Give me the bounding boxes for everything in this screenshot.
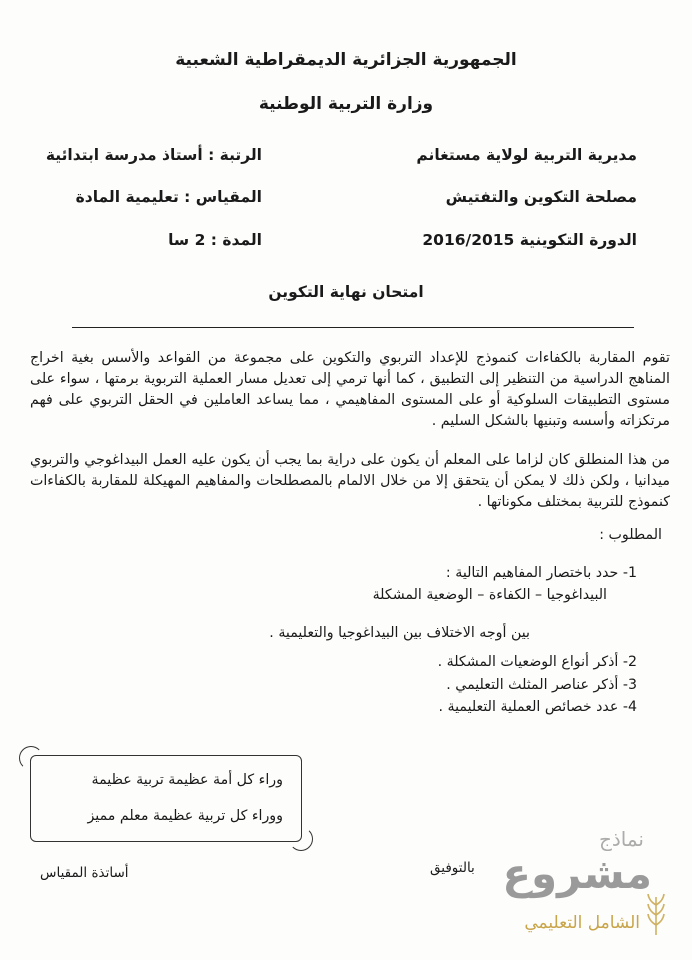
intro-paragraph-1: تقوم المقاربة بالكفاءات كنموذج للإعداد التربوي والتكوين على مجموعة من القواعد والأسس بغية اخراج المناهج الدراسية من التنظير إلى التطبيق ، كما أنها ترمي إلى تعديل مسار العملية التربوية برمتها ، سواء على مستوى التطبيقات السلوكية أو على المستوى المفاهيمي ، مما يساعد العاملين في الحقل التربوي على فهم مرتكزاته وأسسه وتبنيها بالشكل السليم . (30, 350, 670, 429)
question-2: 2- أذكر أنواع الوضعيات المشكلة . (437, 654, 637, 670)
required-label: المطلوب : (599, 527, 662, 543)
service-label: مصلحة التكوين والتفتيش (445, 188, 637, 206)
divider-line (72, 327, 634, 328)
question-1: 1- حدد باختصار المفاهيم التالية : (445, 565, 637, 581)
exam-title: امتحان نهاية التكوين (268, 283, 424, 301)
republic-heading: الجمهورية الجزائرية الديمقراطية الشعبية (175, 50, 517, 70)
question-4: 4- عدد خصائص العملية التعليمية . (438, 699, 637, 715)
duration-label: المدة : 2 سا (168, 231, 262, 249)
scroll-curl-top (19, 746, 43, 770)
intro-paragraph-2: من هذا المنطلق كان لزاما على المعلم أن يكون على دراية بما يجب أن يكون عليه العمل البيداغوجي والتربوي ميدانيا ، ولكن ذلك لا يمكن أن يتحقق إلا من خلال الالمام بالمصطلحات والمفاهيم المهيكلة للمقاربة بالكفاءات كنموذج للتربية بمختلف مكوناتها . (30, 452, 670, 510)
good-luck-text: بالتوفيق (430, 860, 475, 876)
module-label: المقياس : تعليمية المادة (75, 188, 262, 206)
watermark-main: مشروع (502, 849, 652, 898)
watermark-top: نماذج (598, 827, 644, 851)
question-1-b: بين أوجه الاختلاف بين البيداغوجيا والتعليمية . (269, 625, 530, 641)
watermark-logo (504, 827, 674, 942)
session-label: الدورة التكوينية 2016/2015 (422, 231, 637, 249)
watermark-bottom: الشامل التعليمي (524, 913, 640, 933)
question-3: 3- أذكر عناصر المثلث التعليمي . (446, 677, 637, 693)
quote-line-2: ووراء كل تربية عظيمة معلم مميز (87, 808, 283, 824)
rank-label: الرتبة : أستاذ مدرسة ابتدائية (45, 146, 262, 164)
scroll-curl-bottom (289, 827, 313, 851)
quote-scroll (30, 755, 302, 842)
question-1-terms: البيداغوجيا – الكفاءة – الوضعية المشكلة (372, 587, 607, 603)
quote-line-1: وراء كل أمة عظيمة تربية عظيمة (91, 772, 283, 788)
teachers-signature: أساتذة المقياس (40, 865, 129, 881)
directorate-label: مديرية التربية لولاية مستغانم (416, 146, 637, 164)
ministry-heading: وزارة التربية الوطنية (258, 94, 434, 114)
